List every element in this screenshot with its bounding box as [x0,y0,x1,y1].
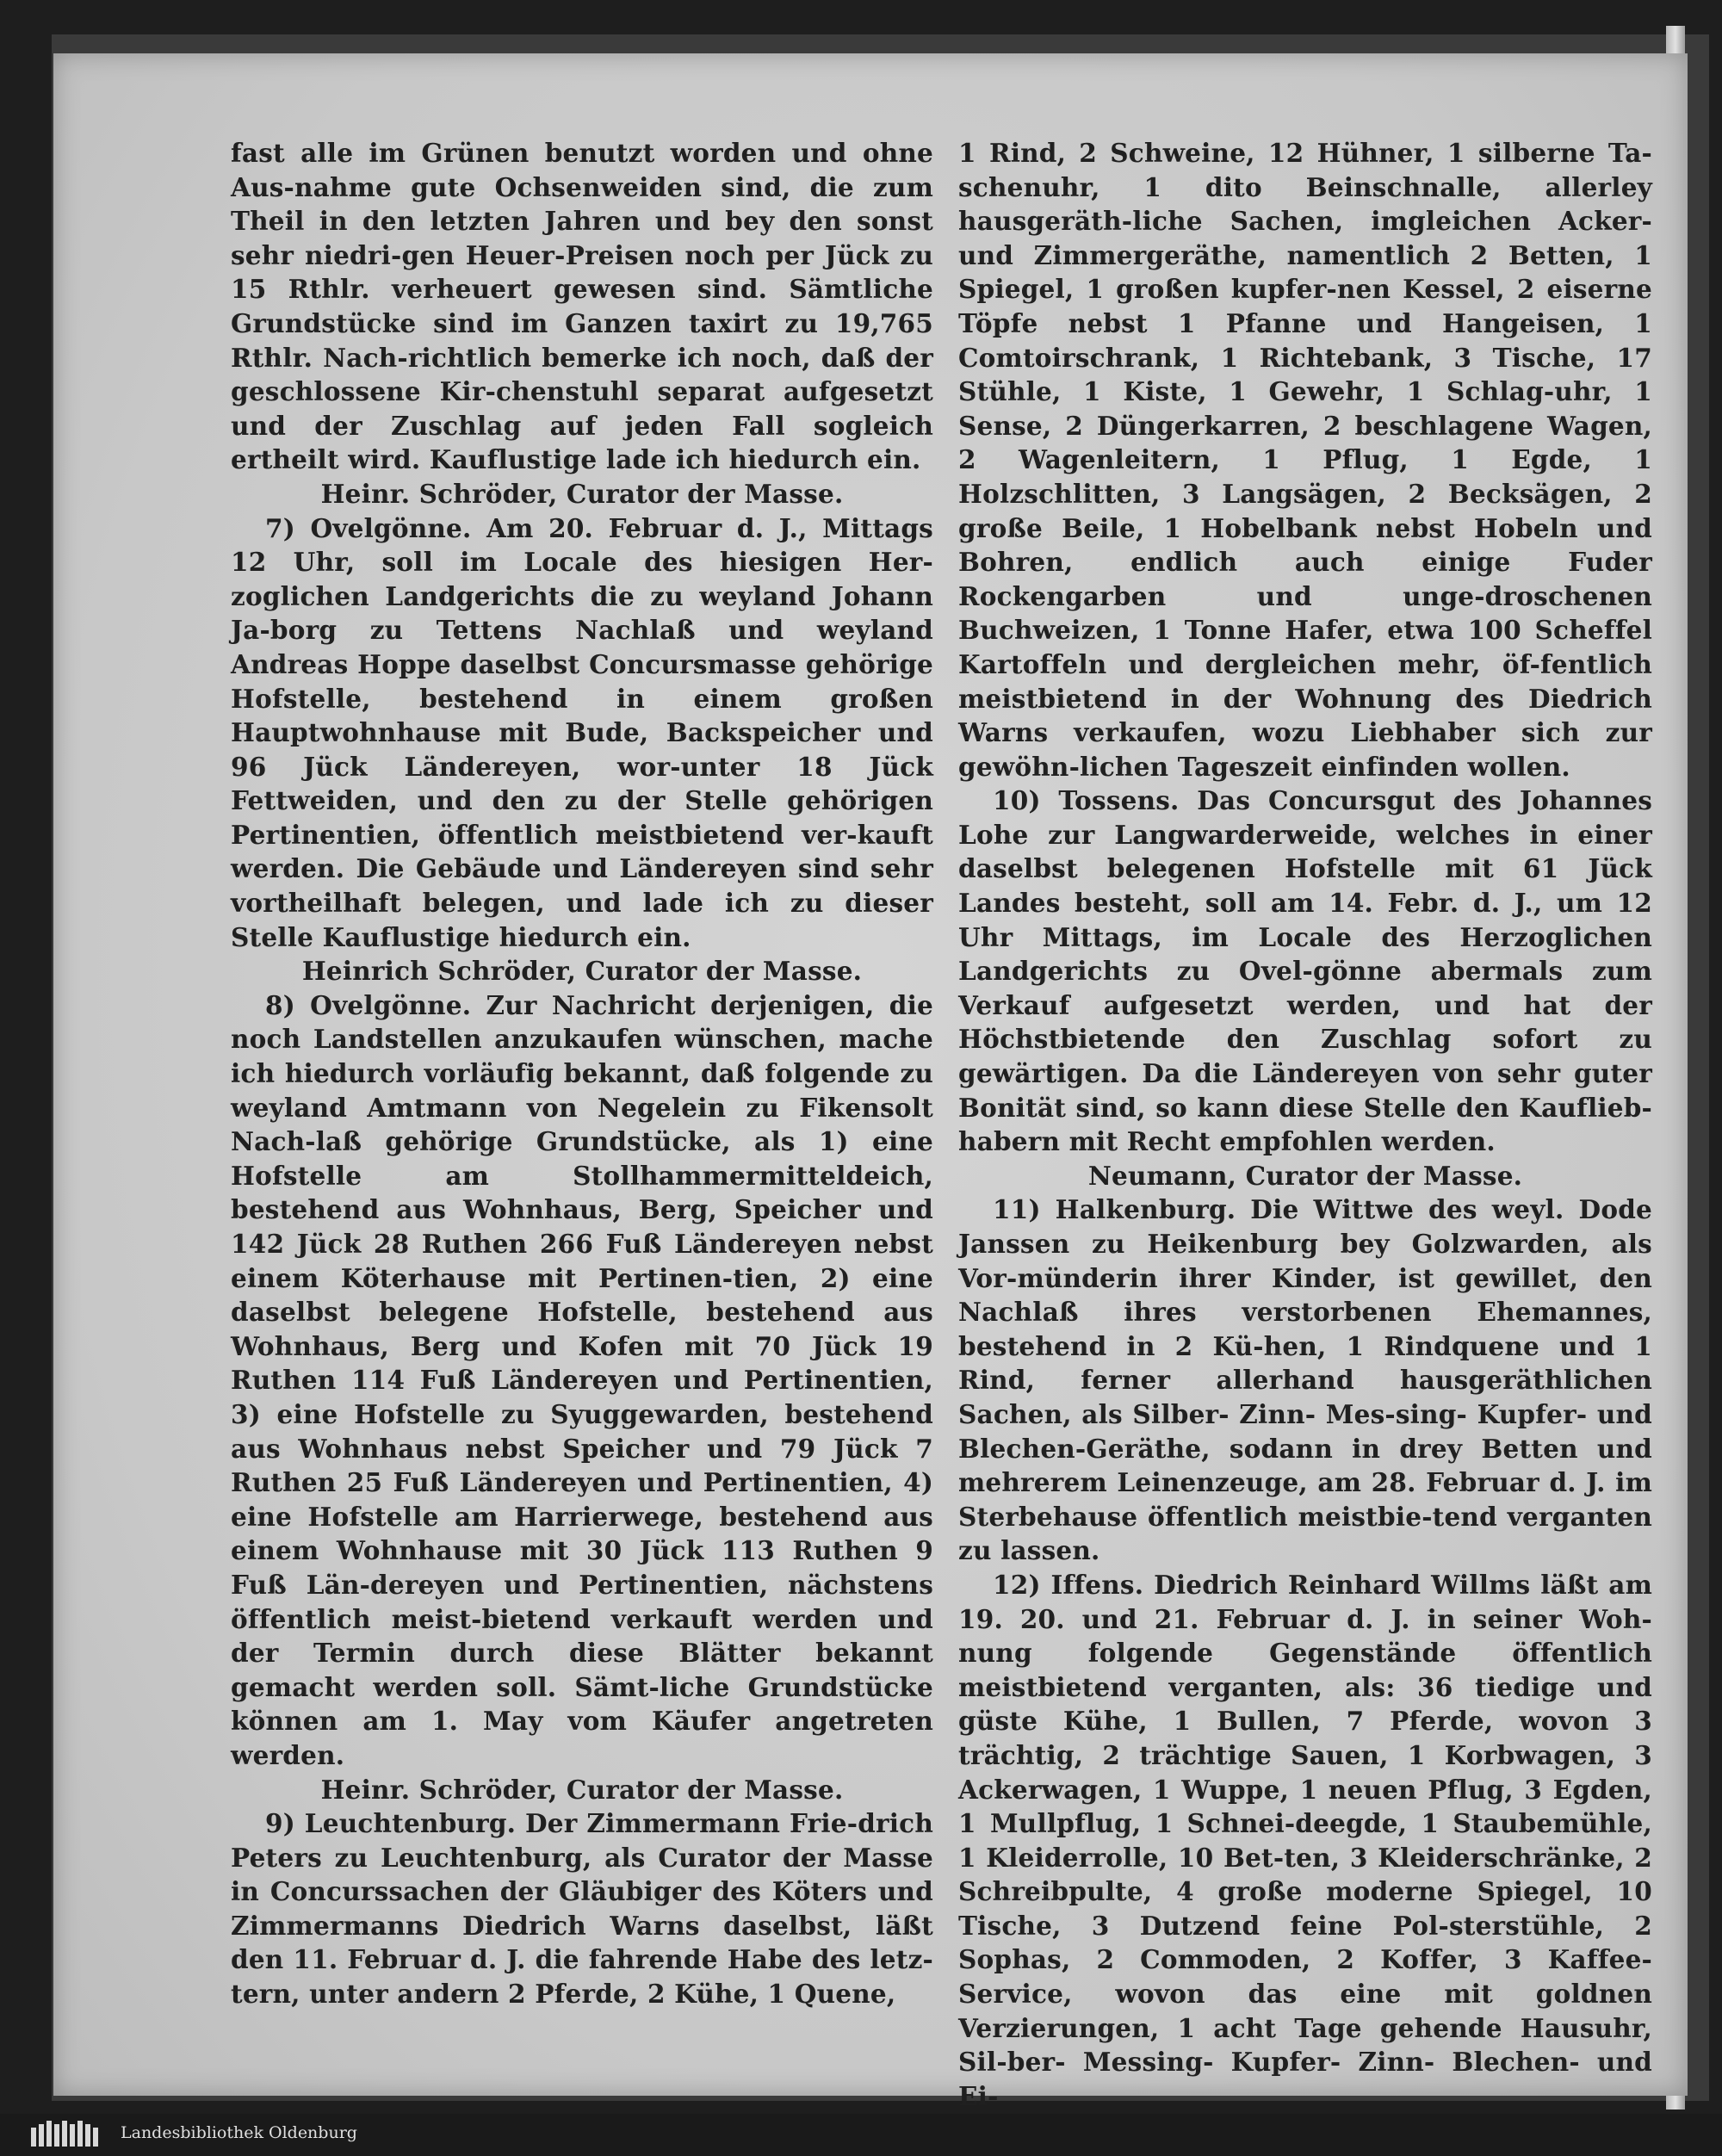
paragraph-continuation: fast alle im Grünen benutzt worden und ohne Aus-nahme gute Ochsenweiden sind, die zum Theil in den letzten Jahren und bey den sonst sehr niedri-gen Heuer-Preisen noch per Jück zu 15 Rthlr. verheuert gewesen sind. Sämtliche Grundstücke sind im Ganzen taxirt zu 19,765 Rthlr. Nach-richtlich bemerke ich noch, daß der geschlossene Kir-chenstuhl separat aufgesetzt und der Zuschlag auf jeden Fall sogleich ertheilt wird. Kauflustige lade ich hiedurch ein. [231,138,933,475]
notice-10: 10) Tossens. Das Concursgut des Johannes Lohe zur Langwarderweide, welches in einer daselbst belegenen Hofstelle mit 61 Jück Landes besteht, soll am 14. Febr. d. J., um 12 Uhr Mittags, im Locale des Herzoglichen Landgerichts zu Ovel-gönne abermals zum Verkauf aufgesetzt werden, und hat der Höchstbietende den Zuschlag sofort zu gewärtigen. Da die Ländereyen von sehr guter Bonität sind, so kann diese Stelle den Kauflieb-habern mit Recht empfohlen werden. [958,785,1652,1157]
notice-11: 11) Halkenburg. Die Wittwe des weyl. Dode Janssen zu Heikenburg bey Golzwarden, als Vor-münderin ihrer Kinder, ist gewillet, den Nachlaß ihres verstorbenen Ehemannes, bestehend in 2 Kü-hen, 1 Rindquene und 1 Rind, ferner allerhand hausgeräthlichen Sachen, als Silber- Zinn- Mes-sing- Kupfer- und Blechen-Geräthe, sodann in drey Betten und mehrerem Leinenzeuge, am 28. Februar d. J. im Sterbehause öffentlich meistbie-tend verganten zu lassen. [958,1194,1652,1566]
signature: Heinr. Schröder, Curator der Masse. [320,1774,844,1805]
library-building-icon [31,2121,114,2147]
left-text-column [231,136,933,2011]
signature: Neumann, Curator der Masse. [1087,1160,1523,1191]
notice-9: 9) Leuchtenburg. Der Zimmermann Frie-drich Peters zu Leuchtenburg, als Curator der Masse in Concurssachen der Gläubiger des Köters und Zimmermanns Diedrich Warns daselbst, läßt den 11. Februar d. J. die fahrende Habe des letz-tern, unter andern 2 Pferde, 2 Kühe, 1 Quene, [231,1808,933,2010]
library-name: Landesbibliothek Oldenburg [121,2123,357,2142]
notice-8: 8) Ovelgönne. Zur Nachricht derjenigen, die noch Landstellen anzukaufen wünschen, mache ich hiedurch vorläufig bekannt, daß folgende zu weyland Amtmann von Negelein zu Fikensolt Nach-laß gehörige Grundstücke, als 1) eine Hofstelle am Stollhammermitteldeich, bestehend aus Wohnhaus, Berg, Speicher und 142 Jück 28 Ruthen 266 Fuß Ländereyen nebst einem Köterhause mit Pertinen-tien, 2) eine daselbst belegene Hofstelle, bestehend aus Wohnhaus, Berg und Kofen mit 70 Jück 19 Ruthen 114 Fuß Ländereyen und Pertinentien, 3) eine Hofstelle zu Syuggewarden, bestehend aus Wohnhaus nebst Speicher und 79 Jück 7 Ruthen 25 Fuß Ländereyen und Pertinentien, 4) eine Hofstelle am Harrierwege, bestehend aus einem Wohnhause mit 30 Jück 113 Ruthen 9 Fuß Län-dereyen und Pertinentien, nächstens öffentlich meist-bietend verkauft werden und der Termin durch diese Blätter bekannt gemacht werden soll. Sämt-liche Grundstücke können am 1. May vom Käufer angetreten werden. [231,989,933,1770]
signature: Heinr. Schröder, Curator der Masse. [320,478,844,509]
signature: Heinrich Schröder, Curator der Masse. [301,956,863,987]
right-text-column [958,136,1652,2113]
notice-12: 12) Iffens. Diedrich Reinhard Willms läßt am 19. 20. und 21. Februar d. J. in seiner Woh-nung folgende Gegenstände öffentlich meistbietend verganten, als: 36 tiedige und güste Kühe, 1 Bullen, 7 Pferde, wovon 3 trächtig, 2 trächtige Sauen, 1 Korbwagen, 3 Ackerwagen, 1 Wuppe, 1 neuen Pflug, 3 Egden, 1 Mullpflug, 1 Schnei-deegde, 1 Staubemühle, 1 Kleiderrolle, 10 Bet-ten, 3 Kleiderschränke, 2 Schreibpulte, 4 große moderne Spiegel, 10 Tische, 3 Dutzend feine Pol-sterstühle, 2 Sophas, 2 Commoden, 2 Koffer, 3 Kaffee-Service, wovon das eine mit goldnen Verzierungen, 1 acht Tage gehende Hausuhr, Sil-ber- Messing- Kupfer- Zinn- Blechen- und Ei- [958,1569,1652,2111]
notice-9-continuation: 1 Rind, 2 Schweine, 12 Hühner, 1 silberne Ta-schenuhr, 1 dito Beinschnalle, allerley hausgeräth-liche Sachen, imgleichen Acker- und Zimmergeräthe, namentlich 2 Betten, 1 Spiegel, 1 großen kupfer-nen Kessel, 2 eiserne Töpfe nebst 1 Pfanne und Hangeisen, 1 Comtoirschrank, 1 Richtebank, 3 Tische, 17 Stühle, 1 Kiste, 1 Gewehr, 1 Schlag-uhr, 1 Sense, 2 Düngerkarren, 2 beschlagene Wagen, 2 Wagenleitern, 1 Pflug, 1 Egde, 1 Holzschlitten, 3 Langsägen, 2 Becksägen, 2 große Beile, 1 Hobelbank nebst Hobeln und Bohren, endlich auch einige Fuder Rockengarben und unge-droschenen Buchweizen, 1 Tonne Hafer, etwa 100 Scheffel Kartoffeln und dergleichen mehr, öf-fentlich meistbietend in der Wohnung des Diedrich Warns verkaufen, wozu Liebhaber sich zur gewöhn-lichen Tageszeit einfinden wollen. [958,138,1652,782]
notice-7: 7) Ovelgönne. Am 20. Februar d. J., Mittags 12 Uhr, soll im Locale des hiesigen Her-zoglichen Landgerichts die zu weyland Johann Ja-borg zu Tettens Nachlaß und weyland Andreas Hoppe daselbst Concursmasse gehörige Hofstelle, bestehend in einem großen Hauptwohnhause mit Bude, Backspeicher und 96 Jück Ländereyen, wor-unter 18 Jück Fettweiden, und den zu der Stelle gehörigen Pertinentien, öffentlich meistbietend ver-kauft werden. Die Gebäude und Ländereyen sind sehr vortheilhaft belegen, und lade ich zu dieser Stelle Kauflustige hiedurch ein. [231,512,933,952]
